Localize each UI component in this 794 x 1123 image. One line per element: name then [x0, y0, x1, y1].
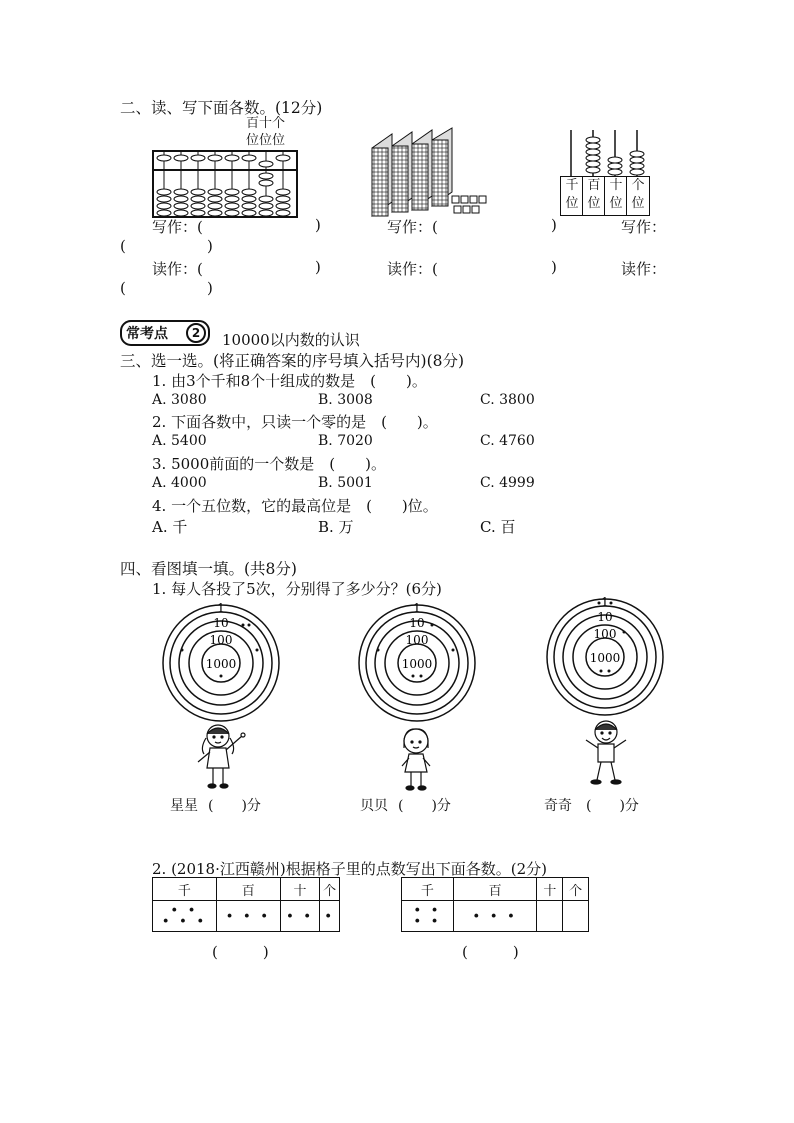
score-blank-beibei: ( )分: [398, 798, 451, 814]
dots-ones: ∙: [320, 901, 340, 932]
option-b: B. 3008: [318, 392, 373, 408]
counting-frame-abacus: [560, 128, 660, 178]
section2-title: 二、读、写下面各数。(12分): [120, 99, 323, 117]
place-label-hundreds: 百位: [582, 176, 606, 216]
read-label-1: 读作：(: [152, 260, 203, 278]
dots-thousands: ∙ ∙ ∙ ∙ ∙: [153, 901, 217, 932]
question-4-1: 1. 每人各投了5次，分别得了多少分？(6分): [152, 580, 442, 598]
option-a: A. 4000: [152, 475, 207, 491]
header-ones: 个: [563, 878, 589, 901]
open-paren: (: [120, 237, 126, 255]
ring-label: 1000: [589, 651, 621, 665]
write-label-2: 写作：(: [387, 218, 438, 236]
topic-title: 10000以内数的认识: [222, 331, 360, 349]
base-ten-blocks-picture: [366, 128, 488, 216]
kid-name-beibei: 贝贝: [360, 798, 388, 814]
dots-ones: [563, 901, 589, 932]
question-4-2: 2. (2018·江西赣州)根据格子里的点数写出下面各数。(2分): [152, 860, 547, 878]
option-c: C. 3800: [480, 392, 535, 408]
answer-blank-2: ( ): [462, 943, 519, 961]
write-label-3: 写作：: [621, 218, 667, 236]
option-a: A. 3080: [152, 392, 207, 408]
ring-label: 1000: [205, 657, 237, 671]
question-2: 2. 下面各数中，只读一个零的是 ( )。: [152, 413, 438, 431]
option-a: A. 5400: [152, 433, 207, 449]
ring-label: 1: [217, 601, 225, 615]
header-hundreds: 百: [453, 878, 537, 901]
section4-title: 四、看图填一填。(共8分): [120, 560, 297, 578]
option-b: B. 7020: [318, 433, 373, 449]
ring-label: 10: [213, 616, 229, 630]
girl-xingxing-figure: [196, 722, 248, 792]
ring-label: 100: [405, 633, 429, 647]
read-label-3: 读作：: [621, 260, 667, 278]
score-blank-qiqi: ( )分: [586, 798, 639, 814]
open-paren: (: [120, 279, 126, 297]
suanpan-abacus: [152, 150, 298, 218]
dot-grid-table-1: [152, 877, 340, 932]
question-3: 3. 5000前面的一个数是 ( )。: [152, 455, 386, 473]
header-tens: 十: [280, 878, 320, 901]
score-blank-xingxing: ( )分: [208, 798, 261, 814]
kid-name-xingxing: 星星: [170, 798, 198, 814]
dots-hundreds: ∙ ∙ ∙: [216, 901, 280, 932]
header-thousands: 千: [402, 878, 454, 901]
write-label-1: 写作：(: [152, 218, 203, 236]
dots-tens: ∙ ∙: [280, 901, 320, 932]
header-tens: 十: [537, 878, 563, 901]
abacus-place-label-top: 百十个: [246, 116, 286, 131]
ring-label: 100: [209, 633, 233, 647]
option-b: B. 万: [318, 518, 354, 536]
close-paren: ): [551, 258, 557, 276]
close-paren: ): [315, 258, 321, 276]
dot-grid-table-2: [401, 877, 589, 932]
dots-thousands: ∙ ∙ ∙ ∙: [402, 901, 454, 932]
header-hundreds: 百: [216, 878, 280, 901]
answer-blank-1: ( ): [212, 943, 269, 961]
question-1: 1. 由3个千和8个十组成的数是 ( )。: [152, 372, 427, 390]
close-paren: ): [551, 216, 557, 234]
close-paren: ): [207, 237, 213, 255]
place-label-ones: 个位: [626, 176, 650, 216]
close-paren: ): [315, 216, 321, 234]
ring-label: 10: [597, 610, 613, 624]
badge-text: 常考点: [126, 326, 168, 342]
abacus-place-label-bottom: 位位位: [246, 133, 286, 148]
target-beibei: [358, 601, 476, 722]
boy-qiqi-figure: [582, 718, 630, 790]
girl-beibei-figure: [396, 726, 436, 794]
read-label-2: 读作：(: [387, 260, 438, 278]
target-xingxing: [162, 601, 280, 722]
option-b: B. 5001: [318, 475, 373, 491]
ring-label: 1: [413, 601, 421, 615]
option-c: C. 4760: [480, 433, 535, 449]
badge-number: 2: [186, 323, 206, 343]
section3-title: 三、选一选。(将正确答案的序号填入括号内)(8分): [120, 352, 465, 370]
option-c: C. 4999: [480, 475, 535, 491]
close-paren: ): [207, 279, 213, 297]
header-thousands: 千: [153, 878, 217, 901]
option-a: A. 千: [152, 518, 188, 536]
header-ones: 个: [320, 878, 340, 901]
dots-tens: [537, 901, 563, 932]
target-qiqi: [546, 595, 664, 716]
ring-label: 100: [593, 627, 617, 641]
ring-label: 1: [601, 595, 609, 609]
dots-hundreds: ∙ ∙ ∙: [453, 901, 537, 932]
ring-label: 1000: [401, 657, 433, 671]
key-point-badge: [120, 320, 210, 346]
place-label-tens: 十位: [604, 176, 628, 216]
option-c: C. 百: [480, 518, 516, 536]
question-4: 4. 一个五位数，它的最高位是 ( )位。: [152, 497, 438, 515]
ring-label: 10: [409, 616, 425, 630]
place-label-thousands: 千位: [560, 176, 584, 216]
kid-name-qiqi: 奇奇: [544, 798, 572, 814]
